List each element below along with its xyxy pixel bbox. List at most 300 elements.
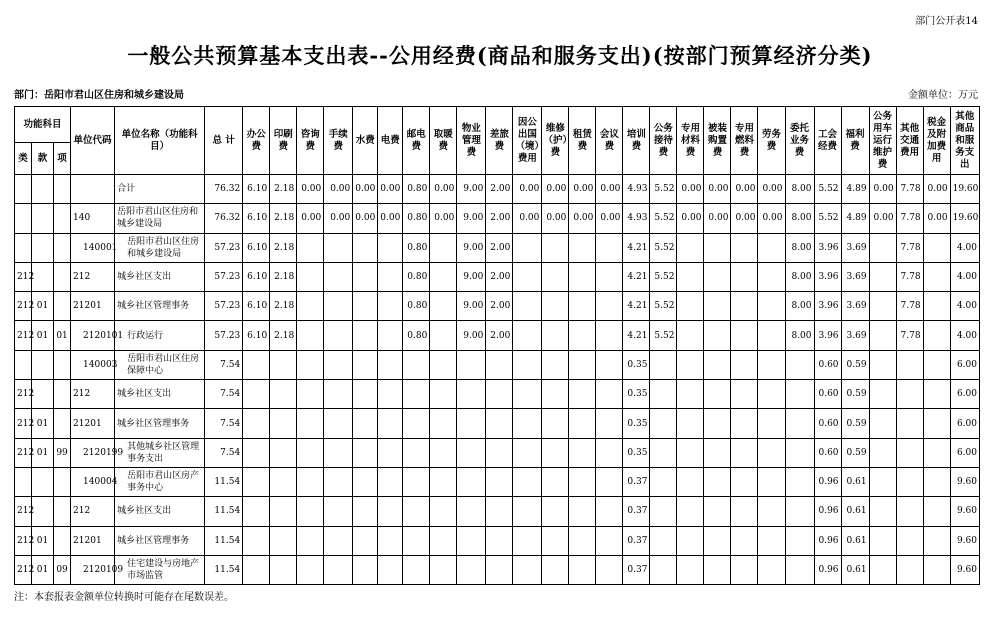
- cell-value: 0.61: [841, 497, 869, 526]
- cell-value: [569, 262, 596, 291]
- footnote: 注：本套报表金额单位转换时可能存在尾数误差。: [14, 592, 234, 603]
- cell-value: [513, 409, 542, 438]
- cell-value: [297, 526, 324, 555]
- cell-value: 2.00: [486, 175, 513, 204]
- cell-value: [243, 438, 270, 467]
- cell-value: [923, 350, 950, 379]
- cell-value: 4.89: [841, 175, 869, 204]
- header-col-2: 咨询费: [297, 107, 324, 175]
- cell-value: [270, 438, 297, 467]
- cell-value: [430, 497, 457, 526]
- cell-value: 0.61: [841, 467, 869, 496]
- cell-value: 4.00: [950, 262, 979, 291]
- cell-total: 76.32: [205, 204, 243, 233]
- cell-value: [785, 380, 814, 409]
- header-col-17: 被装购置费: [704, 107, 731, 175]
- cell-value: [869, 262, 896, 291]
- cell-value: [650, 380, 677, 409]
- cell-value: [896, 438, 923, 467]
- cell-value: [731, 467, 758, 496]
- cell-value: 0.96: [814, 497, 841, 526]
- cell-value: [704, 350, 731, 379]
- cell-value: [297, 497, 324, 526]
- cell-value: 5.52: [650, 262, 677, 291]
- cell-value: 3.69: [841, 233, 869, 262]
- cell-unit-code: 21201: [71, 292, 115, 321]
- cell-value: [378, 497, 403, 526]
- cell-value: 5.52: [650, 204, 677, 233]
- cell-value: [513, 497, 542, 526]
- cell-value: [758, 321, 785, 350]
- cell-value: [378, 380, 403, 409]
- cell-value: [403, 438, 430, 467]
- cell-value: [513, 438, 542, 467]
- cell-value: 5.52: [650, 321, 677, 350]
- cell-value: 8.00: [785, 204, 814, 233]
- cell-value: [596, 262, 623, 291]
- header-col-7: 取暖费: [430, 107, 457, 175]
- cell-value: [297, 321, 324, 350]
- header-func-subject: 功能科目: [15, 107, 71, 143]
- table-row: [15, 467, 980, 496]
- cell-value: 4.93: [623, 204, 650, 233]
- cell-lei: 212: [15, 555, 32, 584]
- header-col-19: 劳务费: [758, 107, 785, 175]
- cell-value: [243, 409, 270, 438]
- cell-value: [297, 380, 324, 409]
- cell-kuan: 01: [32, 409, 54, 438]
- cell-value: [297, 409, 324, 438]
- cell-lei: [15, 350, 32, 379]
- cell-value: 0.80: [403, 262, 430, 291]
- cell-value: 6.00: [950, 409, 979, 438]
- cell-value: [785, 438, 814, 467]
- cell-value: 2.00: [486, 321, 513, 350]
- cell-value: 0.00: [324, 175, 353, 204]
- cell-value: [513, 350, 542, 379]
- header-col-5: 电费: [378, 107, 403, 175]
- cell-unit-name: 城乡社区管理事务: [115, 292, 205, 321]
- cell-value: 0.96: [814, 526, 841, 555]
- cell-value: [704, 409, 731, 438]
- cell-value: [430, 233, 457, 262]
- header-col-10: 因公出国（境）费用: [513, 107, 542, 175]
- cell-value: [457, 497, 486, 526]
- cell-total: 7.54: [205, 380, 243, 409]
- cell-unit-code: 140001: [71, 233, 115, 262]
- unit-label: 金额单位：万元: [908, 90, 978, 101]
- cell-value: 0.35: [623, 438, 650, 467]
- cell-value: [596, 321, 623, 350]
- cell-xiang: 09: [54, 555, 71, 584]
- cell-kuan: 01: [32, 555, 54, 584]
- cell-unit-code: 2120199: [71, 438, 115, 467]
- cell-total: 11.54: [205, 467, 243, 496]
- cell-value: [430, 321, 457, 350]
- header-col-4: 水费: [353, 107, 378, 175]
- cell-unit-code: 2120101: [71, 321, 115, 350]
- cell-value: [270, 497, 297, 526]
- cell-value: [378, 292, 403, 321]
- cell-unit-name: 城乡社区支出: [115, 380, 205, 409]
- cell-value: 0.00: [704, 204, 731, 233]
- cell-value: [353, 467, 378, 496]
- cell-value: [430, 350, 457, 379]
- cell-value: 0.37: [623, 555, 650, 584]
- cell-value: [324, 292, 353, 321]
- cell-value: [513, 321, 542, 350]
- cell-value: [677, 526, 704, 555]
- cell-value: 0.35: [623, 409, 650, 438]
- cell-value: [704, 380, 731, 409]
- cell-value: [569, 409, 596, 438]
- header-col-23: 公务用车运行维护费: [869, 107, 896, 175]
- cell-value: [758, 438, 785, 467]
- cell-total: 57.23: [205, 321, 243, 350]
- cell-value: [542, 262, 569, 291]
- cell-value: 2.18: [270, 262, 297, 291]
- cell-value: [430, 262, 457, 291]
- table-row: [15, 262, 980, 291]
- cell-value: [569, 497, 596, 526]
- table-row: [15, 292, 980, 321]
- cell-value: 9.60: [950, 497, 979, 526]
- cell-value: [457, 467, 486, 496]
- cell-value: [677, 438, 704, 467]
- cell-value: [677, 350, 704, 379]
- cell-value: 3.96: [814, 262, 841, 291]
- cell-value: [324, 321, 353, 350]
- cell-value: [297, 292, 324, 321]
- budget-table: [14, 106, 980, 585]
- cell-value: [542, 526, 569, 555]
- cell-value: 0.80: [403, 292, 430, 321]
- cell-value: 9.00: [457, 262, 486, 291]
- header-xiang: 项: [54, 143, 71, 175]
- cell-value: 0.00: [378, 175, 403, 204]
- cell-value: [542, 350, 569, 379]
- cell-total: 57.23: [205, 292, 243, 321]
- cell-unit-code: 212: [71, 497, 115, 526]
- cell-value: [297, 555, 324, 584]
- cell-total: 57.23: [205, 233, 243, 262]
- header-col-8: 物业管理费: [457, 107, 486, 175]
- cell-value: 7.78: [896, 321, 923, 350]
- cell-value: [731, 380, 758, 409]
- cell-value: [596, 555, 623, 584]
- cell-value: [270, 467, 297, 496]
- cell-value: [324, 409, 353, 438]
- cell-value: [758, 292, 785, 321]
- cell-unit-code: 21201: [71, 526, 115, 555]
- cell-value: [569, 555, 596, 584]
- cell-value: [486, 526, 513, 555]
- cell-value: 7.78: [896, 233, 923, 262]
- cell-value: [270, 555, 297, 584]
- cell-value: [869, 467, 896, 496]
- cell-value: [324, 262, 353, 291]
- cell-value: 0.37: [623, 526, 650, 555]
- cell-value: 0.00: [513, 175, 542, 204]
- cell-value: 0.37: [623, 497, 650, 526]
- cell-value: 0.00: [542, 204, 569, 233]
- cell-unit-code: [71, 175, 115, 204]
- cell-value: 7.78: [896, 175, 923, 204]
- cell-value: [457, 438, 486, 467]
- cell-value: 0.00: [430, 204, 457, 233]
- cell-value: [430, 555, 457, 584]
- cell-value: [430, 292, 457, 321]
- cell-unit-code: 140: [71, 204, 115, 233]
- cell-value: 0.60: [814, 438, 841, 467]
- page-title: 一般公共预算基本支出表--公用经费(商品和服务支出)(按部门预算经济分类): [127, 43, 873, 68]
- header-col-15: 公务接待费: [650, 107, 677, 175]
- cell-value: [430, 526, 457, 555]
- cell-value: [758, 497, 785, 526]
- cell-value: [758, 380, 785, 409]
- cell-value: [403, 526, 430, 555]
- cell-kuan: 01: [32, 292, 54, 321]
- cell-value: [486, 380, 513, 409]
- cell-value: [731, 262, 758, 291]
- cell-value: [542, 380, 569, 409]
- cell-value: [457, 409, 486, 438]
- cell-lei: [15, 175, 32, 204]
- header-total: 总 计: [205, 107, 243, 175]
- header-col-25: 税金及附加费用: [923, 107, 950, 175]
- cell-value: [353, 555, 378, 584]
- cell-value: 0.60: [814, 409, 841, 438]
- cell-value: [596, 438, 623, 467]
- cell-value: [457, 555, 486, 584]
- header-col-16: 专用材料费: [677, 107, 704, 175]
- cell-value: [542, 292, 569, 321]
- cell-value: 0.37: [623, 467, 650, 496]
- cell-value: [243, 350, 270, 379]
- cell-value: [513, 555, 542, 584]
- cell-value: [896, 350, 923, 379]
- header-col-0: 办公费: [243, 107, 270, 175]
- cell-lei: 212: [15, 409, 32, 438]
- cell-kuan: 01: [32, 526, 54, 555]
- cell-value: [650, 555, 677, 584]
- cell-value: [923, 292, 950, 321]
- cell-value: [869, 526, 896, 555]
- cell-value: [378, 467, 403, 496]
- cell-value: [353, 292, 378, 321]
- cell-value: 0.00: [353, 204, 378, 233]
- cell-value: [758, 233, 785, 262]
- cell-unit-code: 21201: [71, 409, 115, 438]
- cell-value: 0.00: [731, 204, 758, 233]
- cell-value: 0.00: [758, 175, 785, 204]
- cell-value: [403, 409, 430, 438]
- cell-value: [513, 380, 542, 409]
- cell-lei: [15, 233, 32, 262]
- cell-value: 6.00: [950, 438, 979, 467]
- cell-xiang: 99: [54, 438, 71, 467]
- cell-value: [403, 380, 430, 409]
- cell-value: [596, 292, 623, 321]
- cell-value: 9.00: [457, 233, 486, 262]
- cell-value: [569, 467, 596, 496]
- table-row: [15, 526, 980, 555]
- cell-value: 0.00: [596, 204, 623, 233]
- cell-total: 11.54: [205, 526, 243, 555]
- cell-value: [677, 409, 704, 438]
- cell-value: 4.21: [623, 233, 650, 262]
- header-col-24: 其他交通费用: [896, 107, 923, 175]
- cell-value: [704, 292, 731, 321]
- cell-value: 0.00: [569, 204, 596, 233]
- cell-value: [869, 497, 896, 526]
- cell-value: [486, 555, 513, 584]
- cell-value: [677, 497, 704, 526]
- table-body: [15, 175, 980, 585]
- cell-value: [486, 438, 513, 467]
- cell-value: 8.00: [785, 292, 814, 321]
- cell-kuan: [32, 204, 54, 233]
- cell-value: [758, 467, 785, 496]
- cell-value: 0.00: [297, 204, 324, 233]
- cell-value: 5.52: [650, 175, 677, 204]
- cell-value: 0.96: [814, 555, 841, 584]
- cell-value: 0.00: [353, 175, 378, 204]
- cell-value: [758, 262, 785, 291]
- cell-value: [758, 526, 785, 555]
- table-row: [15, 497, 980, 526]
- cell-value: [270, 409, 297, 438]
- cell-value: [785, 497, 814, 526]
- cell-value: [378, 438, 403, 467]
- cell-value: [596, 467, 623, 496]
- cell-value: 9.60: [950, 526, 979, 555]
- cell-unit-name: 城乡社区支出: [115, 497, 205, 526]
- cell-value: [569, 380, 596, 409]
- cell-value: [923, 555, 950, 584]
- header-col-11: 维修（护）费: [542, 107, 569, 175]
- cell-value: [596, 233, 623, 262]
- cell-value: 0.35: [623, 350, 650, 379]
- cell-value: [353, 438, 378, 467]
- cell-value: [869, 438, 896, 467]
- cell-value: [785, 555, 814, 584]
- cell-value: [869, 233, 896, 262]
- cell-value: [758, 409, 785, 438]
- cell-value: 0.59: [841, 409, 869, 438]
- cell-value: 0.00: [869, 204, 896, 233]
- cell-value: [243, 555, 270, 584]
- cell-value: [297, 350, 324, 379]
- cell-kuan: 01: [32, 321, 54, 350]
- cell-value: 5.52: [814, 204, 841, 233]
- header-col-20: 委托业务费: [785, 107, 814, 175]
- cell-value: [923, 438, 950, 467]
- cell-value: [677, 262, 704, 291]
- cell-total: 11.54: [205, 497, 243, 526]
- cell-value: [353, 409, 378, 438]
- cell-value: [297, 233, 324, 262]
- header-col-12: 租赁费: [569, 107, 596, 175]
- cell-value: 0.00: [378, 204, 403, 233]
- cell-kuan: [32, 175, 54, 204]
- cell-total: 57.23: [205, 262, 243, 291]
- cell-value: 4.21: [623, 321, 650, 350]
- cell-value: 2.18: [270, 204, 297, 233]
- cell-unit-name: 岳阳市君山区住房和城乡建设局: [115, 204, 205, 233]
- cell-unit-name: 岳阳市君山区房产事务中心: [115, 467, 205, 496]
- cell-unit-name: 岳阳市君山区住房和城乡建设局: [115, 233, 205, 262]
- cell-kuan: [32, 380, 54, 409]
- cell-value: 4.00: [950, 233, 979, 262]
- cell-value: [731, 409, 758, 438]
- header-col-14: 培训费: [623, 107, 650, 175]
- header-unit-code: 单位代码: [71, 107, 115, 175]
- cell-lei: 212: [15, 380, 32, 409]
- cell-value: [785, 467, 814, 496]
- cell-value: 19.60: [950, 204, 979, 233]
- cell-value: [486, 497, 513, 526]
- cell-xiang: [54, 497, 71, 526]
- cell-unit-name: 其他城乡社区管理事务支出: [115, 438, 205, 467]
- cell-value: [923, 321, 950, 350]
- cell-value: [513, 526, 542, 555]
- cell-unit-code: 212: [71, 380, 115, 409]
- cell-value: [324, 438, 353, 467]
- cell-value: [353, 526, 378, 555]
- cell-value: [731, 321, 758, 350]
- cell-value: 0.60: [814, 350, 841, 379]
- cell-value: [403, 467, 430, 496]
- cell-value: 0.00: [869, 175, 896, 204]
- cell-value: 0.00: [758, 204, 785, 233]
- cell-value: [243, 380, 270, 409]
- cell-lei: [15, 204, 32, 233]
- cell-value: [896, 467, 923, 496]
- cell-kuan: [32, 350, 54, 379]
- header-lei: 类: [15, 143, 32, 175]
- cell-value: [704, 526, 731, 555]
- cell-value: 3.69: [841, 292, 869, 321]
- cell-value: 5.52: [814, 175, 841, 204]
- cell-value: 9.00: [457, 321, 486, 350]
- cell-value: [923, 380, 950, 409]
- cell-value: 2.00: [486, 262, 513, 291]
- header-row: [15, 107, 980, 143]
- cell-value: [596, 526, 623, 555]
- cell-value: 6.10: [243, 175, 270, 204]
- cell-unit-name: 行政运行: [115, 321, 205, 350]
- header-col-1: 印刷费: [270, 107, 297, 175]
- cell-value: [923, 497, 950, 526]
- cell-value: [569, 438, 596, 467]
- cell-value: [542, 409, 569, 438]
- cell-value: [785, 350, 814, 379]
- header-col-6: 邮电费: [403, 107, 430, 175]
- cell-value: 4.21: [623, 292, 650, 321]
- cell-value: 0.00: [704, 175, 731, 204]
- cell-value: [869, 409, 896, 438]
- cell-value: 0.80: [403, 175, 430, 204]
- cell-value: 0.60: [814, 380, 841, 409]
- cell-value: [869, 380, 896, 409]
- cell-total: 7.54: [205, 438, 243, 467]
- cell-value: [457, 350, 486, 379]
- cell-value: [923, 467, 950, 496]
- cell-value: 6.00: [950, 350, 979, 379]
- cell-value: [596, 409, 623, 438]
- cell-unit-code: 140003: [71, 350, 115, 379]
